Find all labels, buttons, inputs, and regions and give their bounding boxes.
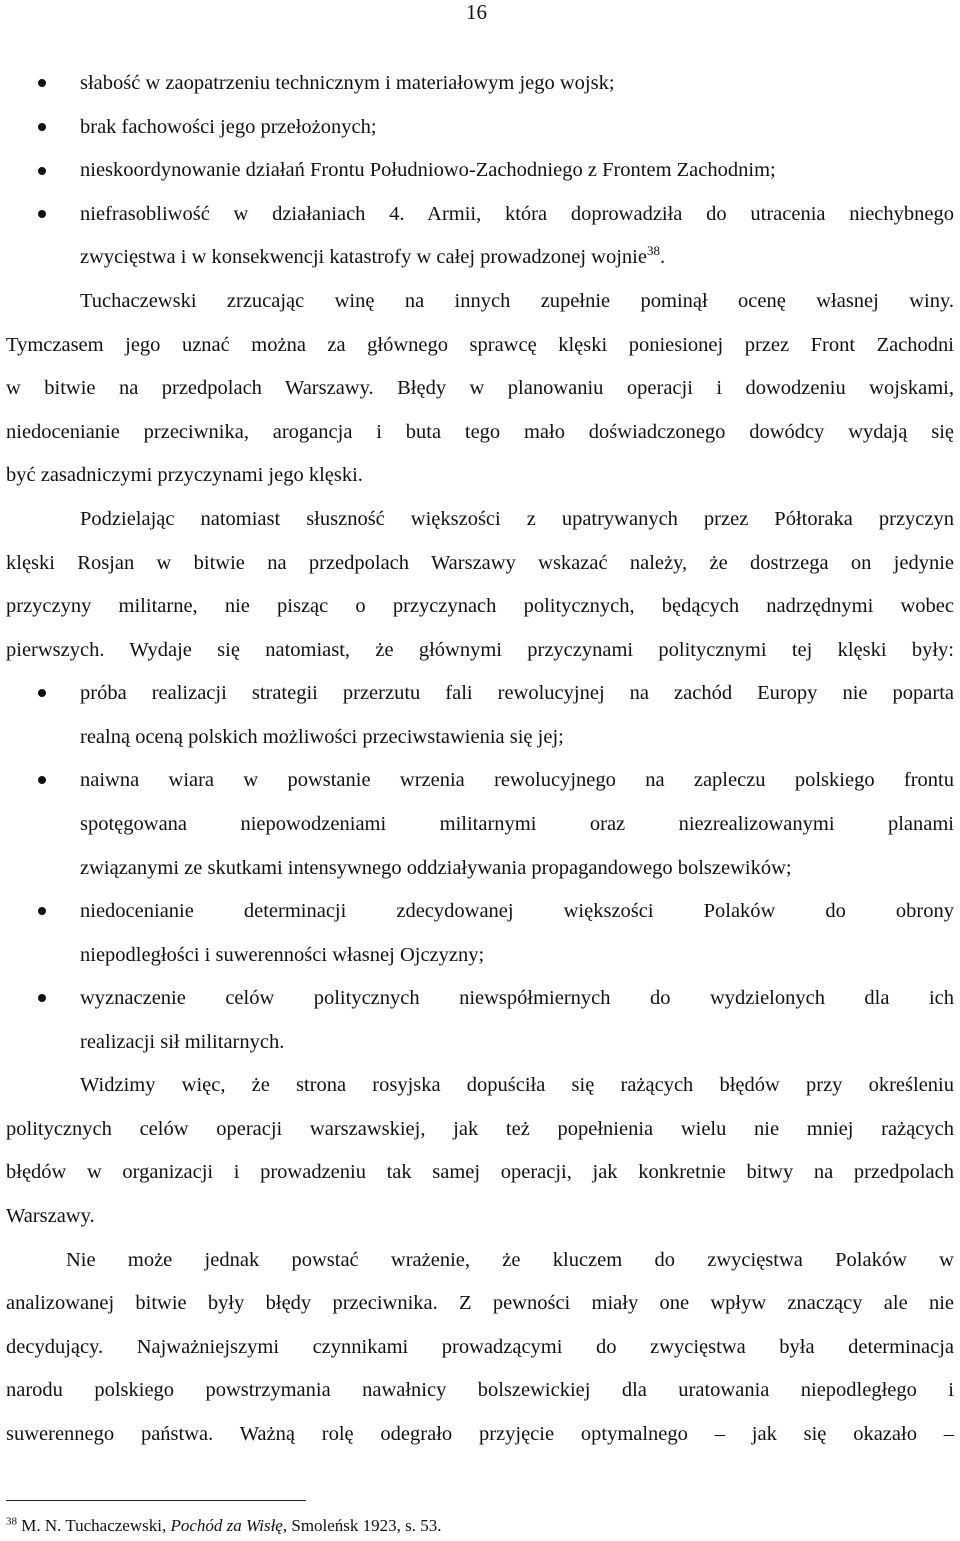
bullet-dot (38, 210, 46, 218)
bullet-dot (38, 907, 46, 915)
bullet-dot (38, 167, 46, 175)
paragraph-line: przyczyny militarne, nie pisząc o przyczynach politycznych, będących nadrzędnymi wobec (6, 595, 954, 617)
bullet-dot (38, 123, 46, 131)
paragraph-line: klęski Rosjan w bitwie na przedpolach Warszawy wskazać należy, że dostrzega on jedynie (6, 552, 954, 574)
bullet-text-end: . (659, 246, 666, 268)
bullet-dot (38, 79, 46, 87)
bullet-item: niedocenianie determinacji zdecydowanej większości Polaków do obrony (80, 900, 954, 922)
footnote-separator (6, 1500, 306, 1501)
bullet-item-continuation: spotęgowana niepowodzeniami militarnymi oraz niezrealizowanymi planami (80, 813, 954, 835)
paragraph-line: Nie może jednak powstać wrażenie, że kluczem do zwycięstwa Polaków w (66, 1249, 954, 1271)
paragraph-line: politycznych celów operacji warszawskiej, jak też popełnienia wielu nie mniej rażących (6, 1118, 954, 1140)
footnote-author: M. N. Tuchaczewski, (17, 1516, 171, 1535)
paragraph-line: w bitwie na przedpolach Warszawy. Błędy w planowaniu operacji i dowodzeniu wojskami, (6, 377, 954, 399)
footnote (6, 1515, 442, 1537)
bullet-item-continuation: realizacji sił militarnych. (80, 1031, 285, 1053)
bullet-item-continuation: związanymi ze skutkami intensywnego oddziaływania propagandowego bolszewików; (80, 857, 792, 879)
bullet-item-continuation: niepodległości i suwerenności własnej Ojczyzny; (80, 944, 485, 966)
paragraph-line: Widzimy więc, że strona rosyjska dopuściła się rażących błędów przy określeniu (80, 1074, 954, 1096)
paragraph-line: niedocenianie przeciwnika, arogancja i buta tego mało doświadczonego dowódcy wydają się (6, 421, 954, 443)
paragraph-line: suwerennego państwa. Ważną rolę odegrało przyjęcie optymalnego – jak się okazało – (6, 1423, 954, 1445)
paragraph-line: pierwszych. Wydaje się natomiast, że głównymi przyczynami politycznymi tej klęski były: (6, 639, 954, 661)
paragraph-line: analizowanej bitwie były błędy przeciwnika. Z pewności miały one wpływ znaczący ale nie (6, 1292, 954, 1314)
paragraph-line: błędów w organizacji i prowadzeniu tak samej operacji, jak konkretnie bitwy na przedpolach (6, 1161, 954, 1183)
bullet-item: brak fachowości jego przełożonych; (80, 116, 377, 138)
bullet-item: próba realizacji strategii przerzutu fali rewolucyjnej na zachód Europy nie poparta (80, 682, 954, 704)
bullet-item: słabość w zaopatrzeniu technicznym i materiałowym jego wojsk; (80, 72, 615, 94)
bullet-dot (38, 776, 46, 784)
bullet-item: niefrasobliwość w działaniach 4. Armii, która doprowadziła do utracenia niechybnego (80, 203, 954, 225)
bullet-text: zwycięstwa i w konsekwencji katastrofy w całej prowadzonej wojnie (80, 246, 647, 268)
paragraph-line: Podzielając natomiast słuszność większości z upatrywanych przez Półtoraka przyczyn (80, 508, 954, 530)
paragraph-line: być zasadniczymi przyczynami jego klęski. (6, 464, 363, 486)
footnote-ref: 38 (646, 243, 660, 259)
paragraph-line: decydujący. Najważniejszymi czynnikami prowadzącymi do zwycięstwa była determinacja (6, 1336, 954, 1358)
bullet-dot (38, 689, 46, 697)
bullet-item: wyznaczenie celów politycznych niewspółmiernych do wydzielonych dla ich (80, 987, 954, 1009)
bullet-item-continuation (80, 244, 954, 270)
footnote-title: Pochód za Wisłę (170, 1516, 283, 1535)
paragraph-line: narodu polskiego powstrzymania nawałnicy bolszewickiej dla uratowania niepodległego i (6, 1379, 954, 1401)
bullet-item: naiwna wiara w powstanie wrzenia rewolucyjnego na zapleczu polskiego frontu (80, 769, 954, 791)
page-number: 16 (466, 0, 487, 24)
footnote-number: 38 (6, 1515, 17, 1528)
paragraph-line: Tymczasem jego uznać można za głównego sprawcę klęski poniesionej przez Front Zachodni (6, 334, 954, 356)
bullet-item-continuation: realną oceną polskich możliwości przeciwstawienia się jej; (80, 726, 564, 748)
paragraph-line: Tuchaczewski zrzucając winę na innych zupełnie pominął ocenę własnej winy. (80, 290, 954, 312)
footnote-rest: , Smoleńsk 1923, s. 53. (282, 1516, 442, 1535)
paragraph-line: Warszawy. (6, 1205, 95, 1227)
bullet-item: nieskoordynowanie działań Frontu Południowo-Zachodniego z Frontem Zachodnim; (80, 159, 776, 181)
bullet-dot (38, 994, 46, 1002)
